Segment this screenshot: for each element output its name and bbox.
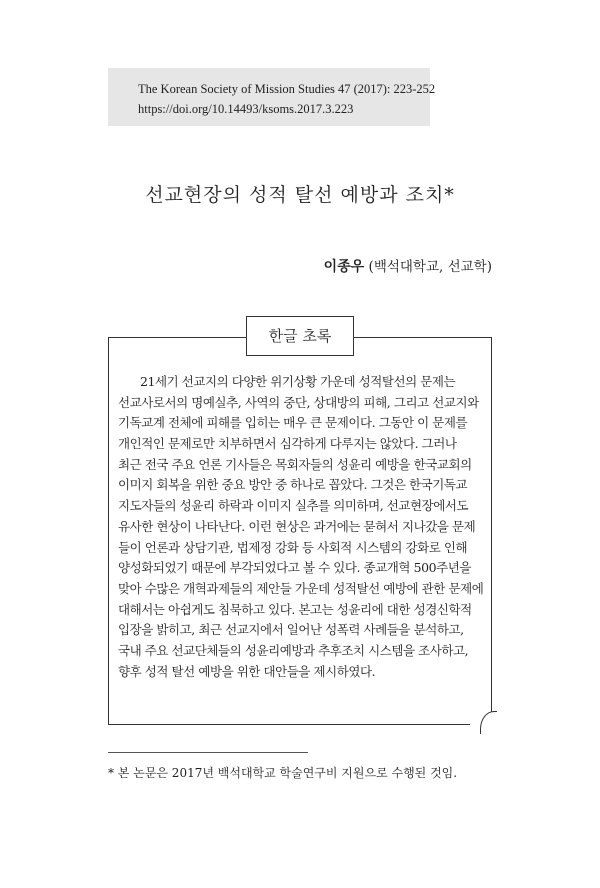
abstract-line: 입장을 밝히고, 최근 선교지에서 일어난 성폭력 사례들을 분석하고, <box>118 622 464 638</box>
abstract-line: 국내 주요 선교단체들의 성윤리예방과 추후조치 시스템을 조사하고, <box>118 642 469 658</box>
author-affiliation: (백석대학교, 선교학) <box>368 259 492 275</box>
abstract-line: 양성화되었기 때문에 부각되었다고 볼 수 있다. 종교개혁 500주년을 <box>118 560 471 576</box>
doi-link[interactable]: https://doi.org/10.14493/ksoms.2017.3.223 <box>138 102 354 116</box>
author-line <box>324 255 492 276</box>
abstract-label: 한글 초록 <box>246 316 354 356</box>
abstract-line: 선교사로서의 명예실추, 사역의 중단, 상대방의 피해, 그리고 선교지와 <box>118 394 479 410</box>
abstract-line: 21세기 선교지의 다양한 위기상황 가운데 성적탈선의 문제는 <box>140 374 456 389</box>
abstract-line: 기독교계 전체에 피해를 입히는 매우 큰 문제이다. 그동안 이 문제를 <box>118 415 468 431</box>
abstract-line: 들이 언론과 상담기관, 법제정 강화 등 사회적 시스템의 강화로 인해 <box>118 539 468 555</box>
footnote: * 본 논문은 2017년 백석대학교 학술연구비 지원으로 수행된 것임. <box>108 766 458 780</box>
abstract-line: 개인적인 문제로만 치부하면서 심각하게 다루지는 않았다. 그러나 <box>118 436 457 452</box>
abstract-line: 이미지 회복을 위한 중요 방안 중 하나로 꼽았다. 그것은 한국기독교 <box>118 477 468 493</box>
abstract-line: 지도자들의 성윤리 하락과 이미지 실추를 의미하며, 선교현장에서도 <box>118 498 469 514</box>
journal-citation: The Korean Society of Mission Studies 47 (2017): 223-252 <box>138 82 436 96</box>
abstract-line: 최근 전국 주요 언론 기사들은 목회자들의 성윤리 예방을 한국교회의 <box>118 456 472 472</box>
author-name: 이종우 <box>323 259 365 275</box>
abstract-line: 대해서는 아쉽게도 침묵하고 있다. 본고는 성윤리에 대한 성경신학적 <box>118 601 472 617</box>
abstract-line: 유사한 현상이 나타난다. 이런 현상은 과거에는 묻혀서 지나갔을 문제 <box>118 518 476 534</box>
abstract-line: 맞아 수많은 개혁과제들의 제안들 가운데 성적탈선 예방에 관한 문제에 <box>118 580 484 596</box>
footnote-divider <box>108 752 308 753</box>
abstract-text <box>118 372 492 682</box>
journal-citation-band <box>108 68 436 126</box>
paper-title: 선교현장의 성적 탈선 예방과 조치* <box>145 184 455 206</box>
abstract-line: 향후 성적 탈선 예방을 위한 대안들을 제시하였다. <box>118 663 376 679</box>
